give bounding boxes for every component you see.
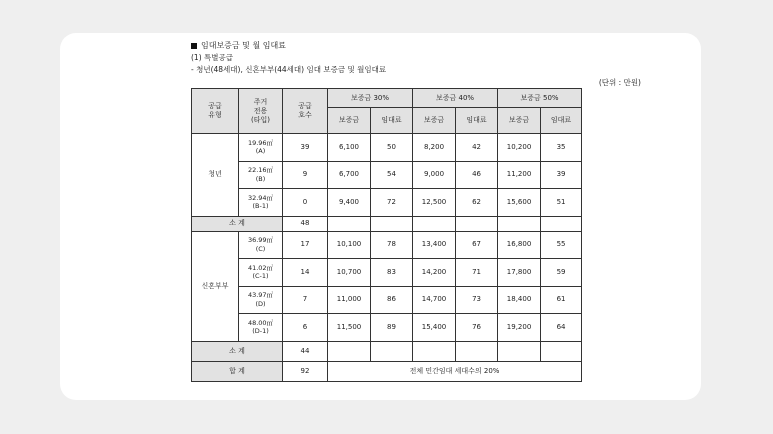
units-cell: 0 <box>283 189 328 217</box>
deposit-50-cell: 11,200 <box>498 161 541 189</box>
rent-40-cell: 46 <box>456 161 498 189</box>
subheading: (1) 특별공급 <box>191 53 233 62</box>
area-cell: 36.99㎡ (C) <box>239 231 283 259</box>
subtotal-label: 소 계 <box>192 216 283 231</box>
area-cell: 32.94㎡ (B-1) <box>239 189 283 217</box>
deposit-40-cell: 8,200 <box>413 134 456 162</box>
deposit-50-cell: 16,800 <box>498 231 541 259</box>
rent-30-cell: 72 <box>371 189 413 217</box>
deposit-50-cell: 19,200 <box>498 314 541 342</box>
rent-30-cell: 89 <box>371 314 413 342</box>
table-row <box>192 259 582 287</box>
header-deposit-40: 보증금 40% <box>413 89 498 108</box>
unit-note: (단위 : 만원) <box>598 78 641 87</box>
document-content <box>191 40 643 382</box>
header-deposit: 보증금 <box>328 108 371 134</box>
header-supply-type: 공급 유형 <box>192 89 239 134</box>
rent-30-cell: 78 <box>371 231 413 259</box>
header-deposit-30: 보증금 30% <box>328 89 413 108</box>
rent-30-cell: 50 <box>371 134 413 162</box>
deposit-30-cell: 10,700 <box>328 259 371 287</box>
deposit-30-cell: 6,700 <box>328 161 371 189</box>
deposit-30-cell: 9,400 <box>328 189 371 217</box>
table-row <box>192 189 582 217</box>
deposit-50-cell: 18,400 <box>498 286 541 314</box>
header-row-1 <box>192 89 582 108</box>
rent-40-cell: 71 <box>456 259 498 287</box>
deposit-40-cell: 12,500 <box>413 189 456 217</box>
deposit-40-cell: 13,400 <box>413 231 456 259</box>
rent-50-cell: 59 <box>541 259 582 287</box>
deposit-50-cell: 17,800 <box>498 259 541 287</box>
deposit-40-cell: 14,200 <box>413 259 456 287</box>
rent-50-cell: 61 <box>541 286 582 314</box>
rent-40-cell: 42 <box>456 134 498 162</box>
total-row <box>192 361 582 381</box>
subtotal-label: 소 계 <box>192 341 283 361</box>
rent-50-cell: 64 <box>541 314 582 342</box>
deposit-50-cell: 10,200 <box>498 134 541 162</box>
rent-50-cell: 39 <box>541 161 582 189</box>
area-cell: 19.96㎡ (A) <box>239 134 283 162</box>
subtotal-value: 48 <box>283 216 328 231</box>
units-cell: 14 <box>283 259 328 287</box>
section-heading-text: 임대보증금 및 월 임대료 <box>201 41 286 50</box>
rent-40-cell: 73 <box>456 286 498 314</box>
description-line: - 청년(48세대), 신혼부부(44세대) 임대 보증금 및 월임대료 <box>191 65 387 74</box>
table-row <box>192 161 582 189</box>
document-card <box>60 33 701 400</box>
rent-40-cell: 67 <box>456 231 498 259</box>
total-label: 합 계 <box>192 361 283 381</box>
header-deposit: 보증금 <box>413 108 456 134</box>
rent-50-cell: 35 <box>541 134 582 162</box>
square-bullet-icon <box>191 43 197 49</box>
rent-50-cell: 51 <box>541 189 582 217</box>
units-cell: 6 <box>283 314 328 342</box>
table-row <box>192 231 582 259</box>
subtotal-row <box>192 216 582 231</box>
header-deposit: 보증금 <box>498 108 541 134</box>
units-cell: 39 <box>283 134 328 162</box>
deposit-30-cell: 6,100 <box>328 134 371 162</box>
subtotal-row <box>192 341 582 361</box>
deposit-30-cell: 11,000 <box>328 286 371 314</box>
deposit-30-cell: 11,500 <box>328 314 371 342</box>
total-value: 92 <box>283 361 328 381</box>
area-cell: 41.02㎡ (C-1) <box>239 259 283 287</box>
area-cell: 43.97㎡ (D) <box>239 286 283 314</box>
header-deposit-50: 보증금 50% <box>498 89 582 108</box>
deposit-40-cell: 14,700 <box>413 286 456 314</box>
table-row <box>192 286 582 314</box>
header-units: 공급 호수 <box>283 89 328 134</box>
deposit-50-cell: 15,600 <box>498 189 541 217</box>
subtotal-value: 44 <box>283 341 328 361</box>
rent-30-cell: 54 <box>371 161 413 189</box>
deposit-40-cell: 9,000 <box>413 161 456 189</box>
group-type: 청년 <box>192 134 239 217</box>
total-note: 전체 민간임대 세대수의 20% <box>328 361 582 381</box>
area-cell: 22.16㎡ (B) <box>239 161 283 189</box>
group-type: 신혼부부 <box>192 231 239 341</box>
deposit-40-cell: 15,400 <box>413 314 456 342</box>
rent-40-cell: 62 <box>456 189 498 217</box>
deposit-30-cell: 10,100 <box>328 231 371 259</box>
section-heading <box>191 40 643 52</box>
header-rent: 임대료 <box>541 108 582 134</box>
rent-30-cell: 83 <box>371 259 413 287</box>
header-rent: 임대료 <box>371 108 413 134</box>
units-cell: 7 <box>283 286 328 314</box>
header-rent: 임대료 <box>456 108 498 134</box>
rent-30-cell: 86 <box>371 286 413 314</box>
area-cell: 48.00㎡ (D-1) <box>239 314 283 342</box>
table-row <box>192 314 582 342</box>
rent-40-cell: 76 <box>456 314 498 342</box>
header-area: 주거 전용 (타입) <box>239 89 283 134</box>
units-cell: 17 <box>283 231 328 259</box>
rent-50-cell: 55 <box>541 231 582 259</box>
table-row <box>192 134 582 162</box>
units-cell: 9 <box>283 161 328 189</box>
rent-table <box>191 88 582 382</box>
